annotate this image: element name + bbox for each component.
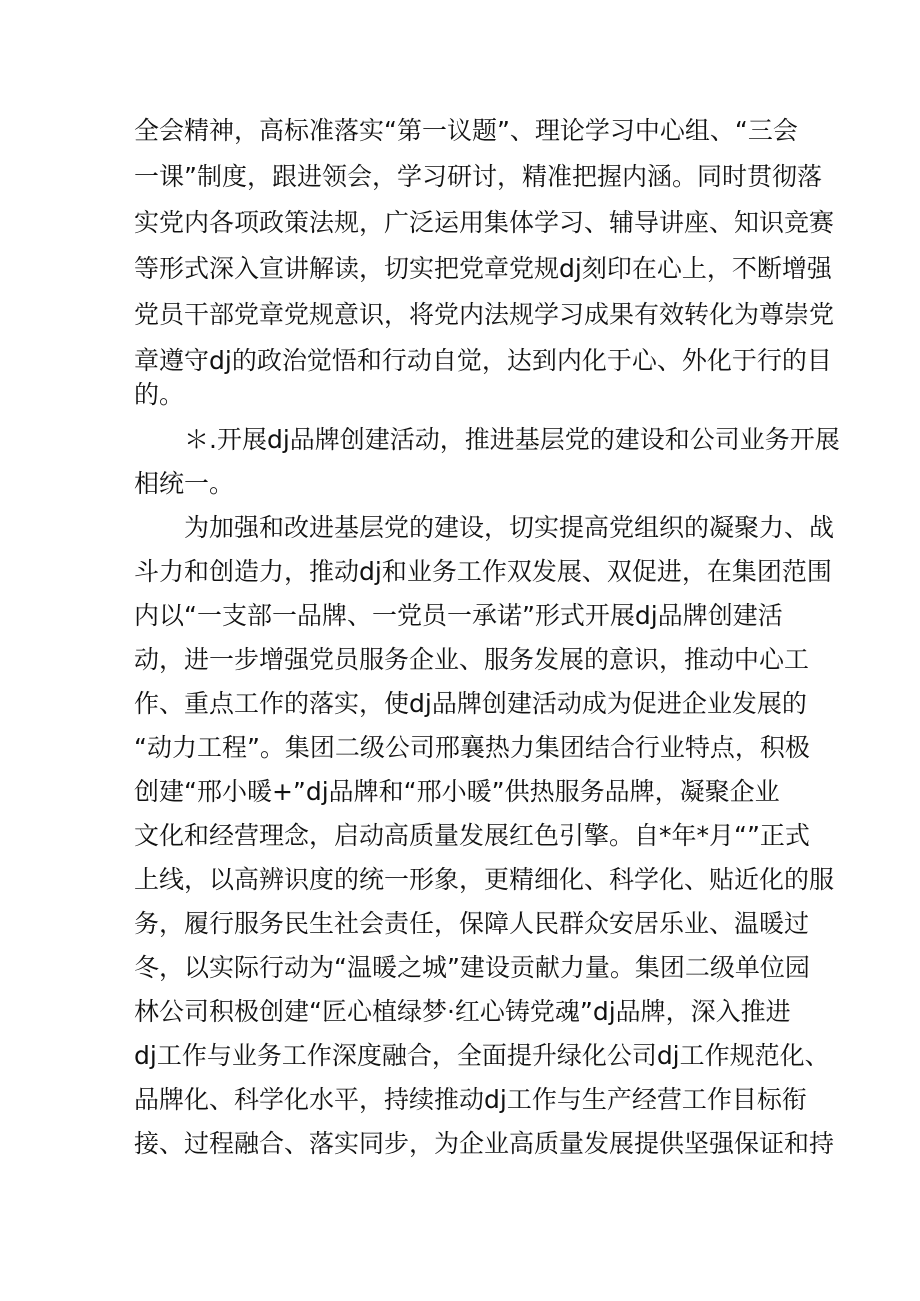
text-line: 作、重点工作的落实，使dj品牌创建活动成为促进企业发展的 [134,689,807,718]
paragraph-start: 为加强和改进基层党的建设，切实提高党组织的凝聚力、战 [184,513,835,542]
text-line: 动，进一步增强党员服务企业、服务发展的意识，推动中心工 [134,645,810,674]
text-line: 创建“邢小暖+”dj品牌和“邢小暖”供热服务品牌，凝聚企业 [134,777,780,806]
text-line: 冬，以实际行动为“温暖之城”建设贡献力量。集团二级单位园 [134,953,810,982]
text-line: 务，履行服务民生社会责任，保障人民群众安居乐业、温暖过 [134,909,810,938]
text-line: “动力工程”。集团二级公司邢襄热力集团结合行业特点，积极 [134,733,810,762]
text-line: 接、过程融合、落实同步，为企业高质量发展提供坚强保证和持 [134,1129,835,1158]
text-line: 上线，以高辨识度的统一形象，更精细化、科学化、贴近化的服 [134,865,835,894]
text-line: 等形式深入宣讲解读，切实把党章党规dj刻印在心上，不断增强 [134,254,832,283]
text-line: 文化和经营理念，启动高质量发展红色引擎。自*年*月“”正式 [134,821,810,850]
text-line: 一课”制度，跟进领会，学习研讨，精准把握内涵。同时贯彻落 [134,162,822,191]
text-line: 品牌化、科学化水平，持续推动dj工作与生产经营工作目标衔 [134,1085,807,1114]
text-line: 章遵守dj的政治觉悟和行动自觉，达到内化于心、外化于行的目 [134,346,832,375]
text-line: 党员干部党章党规意识，将党内法规学习成果有效转化为尊崇党 [134,300,835,329]
section-heading: ＊.开展dj品牌创建活动，推进基层党的建设和公司业务开展 [184,425,840,454]
text-line: 斗力和创造力，推动dj和业务工作双发展、双促进，在集团范围 [134,557,832,586]
section-heading-continued: 相统一。 [134,469,235,498]
text-line: dj工作与业务工作深度融合，全面提升绿化公司dj工作规范化、 [134,1041,830,1070]
text-line: 实党内各项政策法规，广泛运用集体学习、辅导讲座、知识竞赛 [134,208,835,237]
text-line: 的。 [134,380,185,409]
text-line: 内以“一支部一品牌、一党员一承诺”形式开展dj品牌创建活 [134,601,783,630]
text-line: 林公司积极创建“匠心植绿梦·红心铸党魂”dj品牌，深入推进 [134,997,791,1026]
text-line: 全会精神，高标准落实“第一议题”、理论学习中心组、“三会 [134,116,798,145]
